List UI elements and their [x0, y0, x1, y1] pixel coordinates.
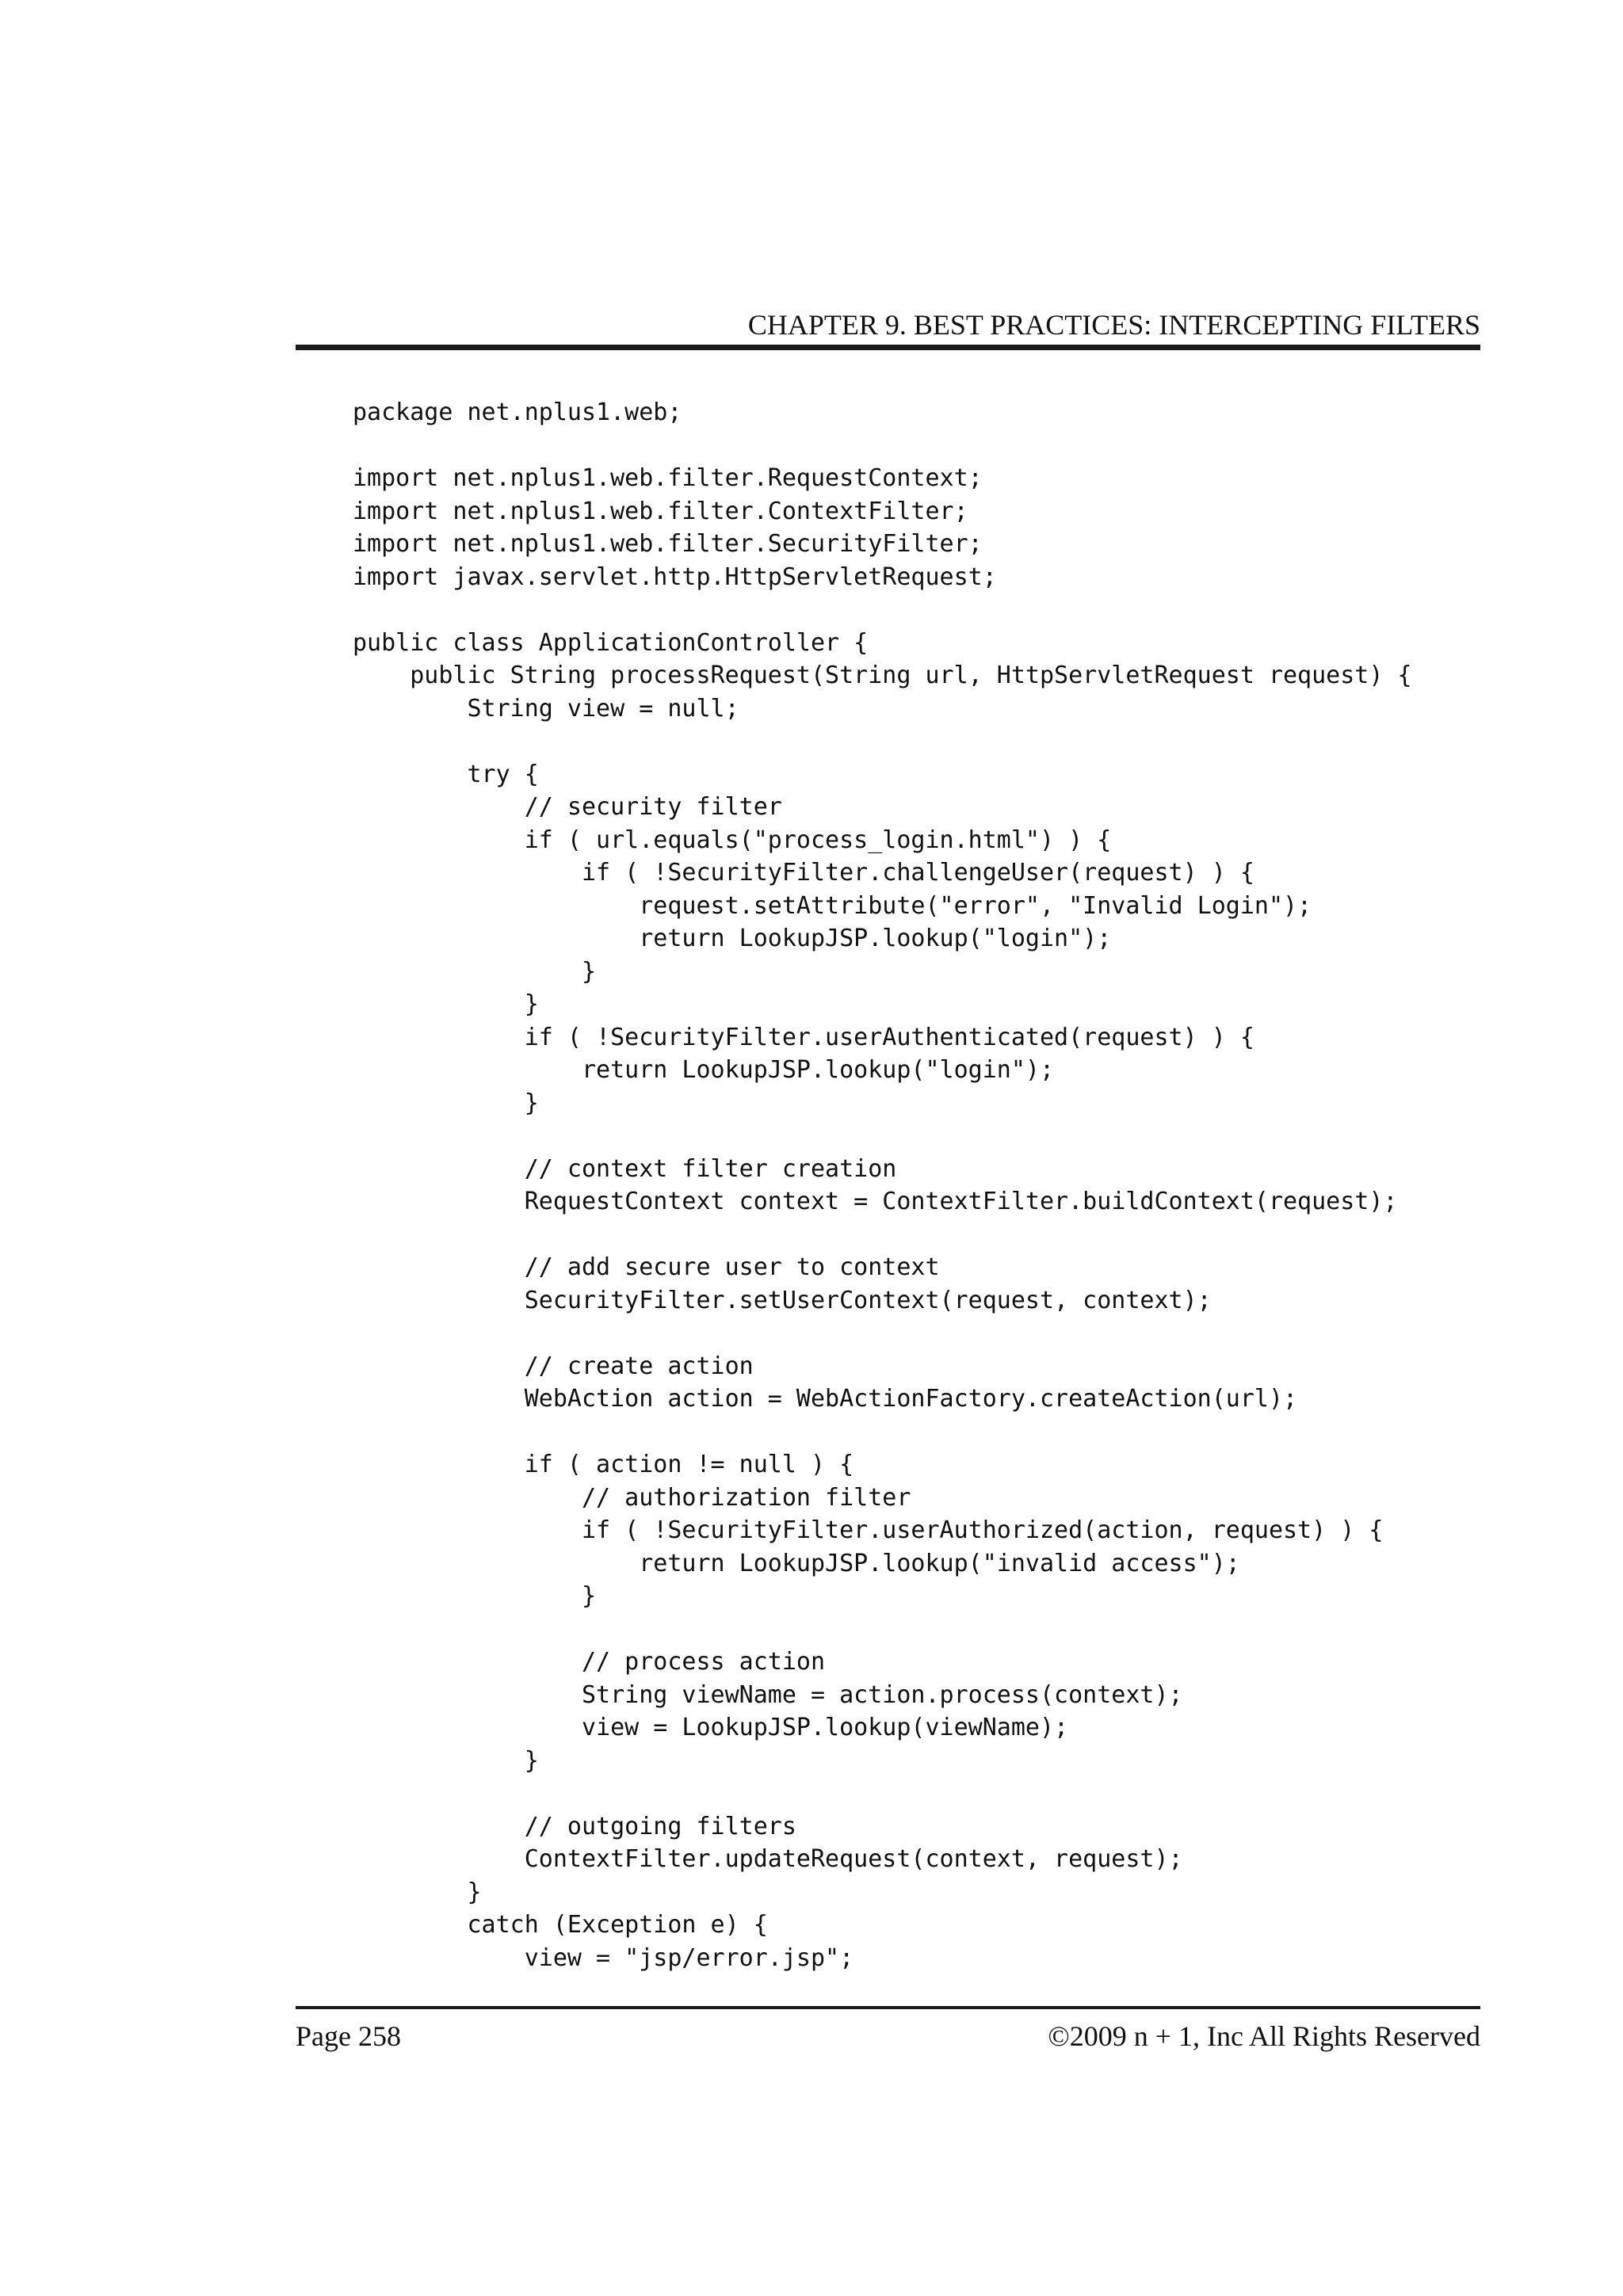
- code-line: view = "jsp/error.jsp";: [353, 1943, 854, 1972]
- code-line: public class ApplicationController {: [353, 628, 869, 657]
- code-line: if ( !SecurityFilter.userAuthenticated(request) ) {: [353, 1023, 1254, 1051]
- code-line: ContextFilter.updateRequest(context, request);: [353, 1845, 1183, 1873]
- code-line: [353, 1613, 1412, 1646]
- code-line: [353, 1416, 1412, 1449]
- code-line: [353, 429, 1412, 463]
- code-line: // create action: [353, 1352, 754, 1380]
- code-line: public String processRequest(String url, HttpServletRequest request) {: [353, 662, 1412, 689]
- code-line: if ( !SecurityFilter.userAuthorized(action, request) ) {: [353, 1516, 1384, 1544]
- code-line: }: [353, 1089, 539, 1117]
- code-line: [353, 1777, 1412, 1810]
- code-line: import net.nplus1.web.filter.ContextFilter;: [353, 497, 968, 525]
- code-line: // outgoing filters: [353, 1812, 796, 1840]
- code-line: }: [353, 1746, 539, 1775]
- code-line: catch (Exception e) {: [353, 1911, 768, 1939]
- code-line: // process action: [353, 1648, 826, 1676]
- code-line: if ( url.equals("process_login.html") ) {: [353, 826, 1112, 854]
- code-line: if ( !SecurityFilter.challengeUser(request) ) {: [353, 859, 1254, 887]
- code-line: try {: [353, 760, 539, 788]
- code-line: WebAction action = WebActionFactory.createAction(url);: [353, 1385, 1298, 1413]
- code-line: [353, 1119, 1412, 1153]
- code-line: view = LookupJSP.lookup(viewName);: [353, 1714, 1069, 1741]
- code-line: }: [353, 1582, 597, 1610]
- code-line: // context filter creation: [353, 1154, 897, 1183]
- code-line: import javax.servlet.http.HttpServletRequest;: [353, 563, 997, 591]
- code-line: }: [353, 957, 597, 986]
- code-line: }: [353, 1878, 482, 1906]
- code-line: // add secure user to context: [353, 1253, 940, 1281]
- code-line: [353, 1219, 1412, 1252]
- code-line: String view = null;: [353, 694, 739, 723]
- code-line: [353, 725, 1412, 758]
- code-line: String viewName = action.process(context);: [353, 1680, 1183, 1709]
- code-line: request.setAttribute("error", "Invalid Login");: [353, 891, 1312, 920]
- code-line: SecurityFilter.setUserContext(request, context);: [353, 1286, 1212, 1314]
- code-line: import net.nplus1.web.filter.RequestContext;: [353, 464, 983, 492]
- code-line: import net.nplus1.web.filter.SecurityFilter;: [353, 530, 983, 558]
- code-line: [353, 1317, 1412, 1350]
- code-line: // authorization filter: [353, 1483, 911, 1512]
- code-line: if ( action != null ) {: [353, 1451, 854, 1478]
- chapter-title: CHAPTER 9. BEST PRACTICES: INTERCEPTING FILTERS: [747, 309, 1480, 341]
- code-line: return LookupJSP.lookup("login");: [353, 1056, 1055, 1084]
- code-line: }: [353, 990, 539, 1018]
- code-line: return LookupJSP.lookup("invalid access");: [353, 1549, 1240, 1577]
- code-line: RequestContext context = ContextFilter.buildContext(request);: [353, 1188, 1398, 1215]
- footer-rule: [296, 2006, 1480, 2009]
- copyright-notice: ©2009 n + 1, Inc All Rights Reserved: [1048, 2020, 1480, 2052]
- code-line: [353, 593, 1412, 627]
- code-line: // security filter: [353, 793, 782, 821]
- page-number: Page 258: [296, 2020, 401, 2052]
- code-line: package net.nplus1.web;: [353, 399, 682, 426]
- header-rule: [296, 345, 1480, 350]
- code-line: return LookupJSP.lookup("login");: [353, 925, 1112, 952]
- code-listing: [353, 396, 1412, 1974]
- page-footer: [296, 2016, 1480, 2056]
